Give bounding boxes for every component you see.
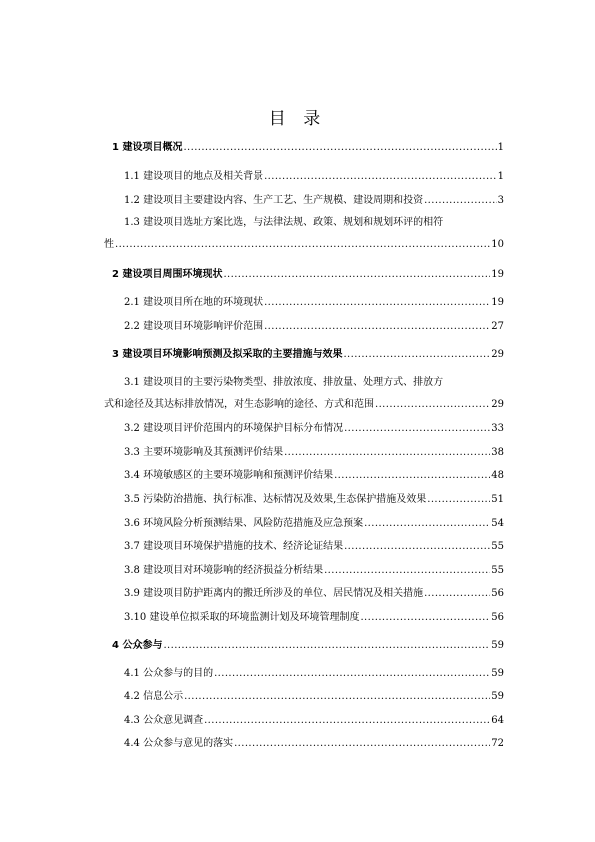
- toc-page-number: 59: [491, 691, 504, 702]
- dot-leader: [424, 194, 497, 207]
- dot-leader: [344, 540, 490, 553]
- toc-entry-2-2[interactable]: [124, 320, 504, 333]
- toc-entry-label: 4.1 公众参与的目的: [124, 668, 214, 679]
- toc-entry-3-9[interactable]: [124, 587, 504, 600]
- toc-entry-3-1-line1[interactable]: 3.1 建设项目的主要污染物类型、排放浓度、排放量、处理方式、排放方: [124, 377, 444, 388]
- toc-entry-label: 1.2 建设项目主要建设内容、生产工艺、生产规模、建设周期和投资: [124, 195, 424, 206]
- toc-entry-3-4[interactable]: [124, 469, 504, 482]
- dot-leader: [427, 493, 490, 506]
- toc-entry-label: 2.2 建设项目环境影响评价范围: [124, 321, 264, 332]
- toc-page-number: 3: [497, 195, 504, 206]
- toc-entry-4-2[interactable]: [124, 690, 504, 703]
- dot-leader: [284, 446, 490, 459]
- toc-page-number: 33: [491, 423, 504, 434]
- toc-entry-label: 1.1 建设项目的地点及相关背景: [124, 171, 264, 182]
- toc-entry-4-4[interactable]: [124, 737, 504, 750]
- dot-leader: [214, 667, 490, 680]
- toc-entry-3-3[interactable]: [124, 446, 504, 459]
- toc-entry-3-5[interactable]: [124, 493, 504, 506]
- toc-page-number: 56: [491, 588, 504, 599]
- toc-page-number: 10: [491, 239, 504, 250]
- toc-entry-3-7[interactable]: [124, 540, 504, 553]
- dot-leader: [234, 737, 490, 750]
- toc-entry-4[interactable]: [112, 639, 504, 652]
- toc-entry-label: 4.2 信息公示: [124, 691, 184, 702]
- toc-page-number: 55: [491, 541, 504, 552]
- toc-page-number: 72: [491, 738, 504, 749]
- toc-entry-label: 4 公众参与: [112, 640, 163, 651]
- dot-leader: [204, 714, 490, 727]
- toc-entry-label: 4.4 公众参与意见的落实: [124, 738, 234, 749]
- toc-page-number: 56: [491, 612, 504, 623]
- toc-entry-3-8[interactable]: [124, 564, 504, 577]
- toc-entry-3[interactable]: [112, 348, 504, 361]
- toc-entry-3-1[interactable]: [104, 398, 504, 411]
- toc-entry-label: 3.4 环境敏感区的主要环境影响和预测评价结果: [124, 470, 334, 481]
- dot-leader: [424, 587, 490, 600]
- toc-entry-2[interactable]: [112, 268, 504, 281]
- toc-entry-label: 3.3 主要环境影响及其预测评价结果: [124, 447, 284, 458]
- toc-entry-label: 式和途径及其达标排放情况，对生态影响的途径、方式和范围: [104, 399, 374, 410]
- dot-leader: [364, 517, 490, 530]
- toc-entry-4-1[interactable]: [124, 667, 504, 680]
- toc-entry-label: 3.7 建设项目环境保护措施的技术、经济论证结果: [124, 541, 344, 552]
- toc-entry-label: 3.9 建设项目防护距离内的搬迁所涉及的单位、居民情况及相关措施: [124, 588, 424, 599]
- toc-page-number: 1: [497, 142, 504, 153]
- toc-entry-label: 3.5 污染防治措施、执行标准、达标情况及效果,生态保护措施及效果: [124, 494, 427, 505]
- toc-entry-label: 3.10 建设单位拟采取的环境监测计划及环境管理制度: [124, 612, 360, 623]
- toc-page-number: 54: [491, 518, 504, 529]
- toc-entry-4-3[interactable]: [124, 714, 504, 727]
- dot-leader: [183, 141, 496, 154]
- toc-entry-1[interactable]: [112, 141, 504, 154]
- toc-entry-label: 性: [104, 239, 114, 250]
- toc-entry-1-1[interactable]: [124, 170, 504, 183]
- toc-page-number: 51: [491, 494, 504, 505]
- toc-page-number: 19: [491, 269, 504, 280]
- toc-entry-label: 3.6 环境风险分析预测结果、风险防范措施及应急预案: [124, 518, 364, 529]
- page-title: 目 录: [268, 109, 327, 129]
- toc-page-number: 38: [491, 447, 504, 458]
- toc-entry-label: 4.3 公众意见调查: [124, 715, 204, 726]
- toc-entry-3-2[interactable]: [124, 422, 504, 435]
- dot-leader: [343, 348, 490, 361]
- toc-page-number: 55: [491, 565, 504, 576]
- dot-leader: [360, 611, 490, 624]
- dot-leader: [334, 469, 490, 482]
- toc-entry-1-2[interactable]: [124, 194, 504, 207]
- toc-page-number: 29: [491, 349, 504, 360]
- dot-leader: [115, 238, 490, 251]
- toc-page-number: 64: [491, 715, 504, 726]
- toc-entry-3-6[interactable]: [124, 517, 504, 530]
- toc-entry-1-3-line1[interactable]: 1.3 建设项目选址方案比选，与法律法规、政策、规划和规划环评的相符: [124, 217, 444, 228]
- dot-leader: [375, 398, 490, 411]
- toc-page-number: 59: [491, 640, 504, 651]
- toc-entry-label: 3.8 建设项目对环境影响的经济损益分析结果: [124, 565, 324, 576]
- toc-page-number: 19: [491, 297, 504, 308]
- dot-leader: [163, 639, 490, 652]
- dot-leader: [344, 422, 490, 435]
- dot-leader: [264, 170, 497, 183]
- toc-page-number: 1: [497, 171, 504, 182]
- toc-page-number: 29: [491, 399, 504, 410]
- toc-entry-2-1[interactable]: [124, 296, 504, 309]
- dot-leader: [184, 690, 490, 703]
- toc-entry-label: 3 建设项目环境影响预测及拟采取的主要措施与效果: [112, 349, 343, 360]
- toc-entry-label: 2 建设项目周围环境现状: [112, 269, 223, 280]
- toc-page-number: 48: [491, 470, 504, 481]
- toc-page-number: 59: [491, 668, 504, 679]
- toc-page-number: 27: [491, 321, 504, 332]
- dot-leader: [223, 268, 490, 281]
- dot-leader: [264, 296, 490, 309]
- toc-entry-3-10[interactable]: [124, 611, 504, 624]
- dot-leader: [324, 564, 490, 577]
- toc-entry-label: 1 建设项目概况: [112, 142, 183, 153]
- toc-entry-label: 3.2 建设项目评价范围内的环境保护目标分布情况: [124, 423, 344, 434]
- dot-leader: [264, 320, 490, 333]
- toc-entry-1-3[interactable]: [104, 238, 504, 251]
- toc-entry-label: 2.1 建设项目所在地的环境现状: [124, 297, 264, 308]
